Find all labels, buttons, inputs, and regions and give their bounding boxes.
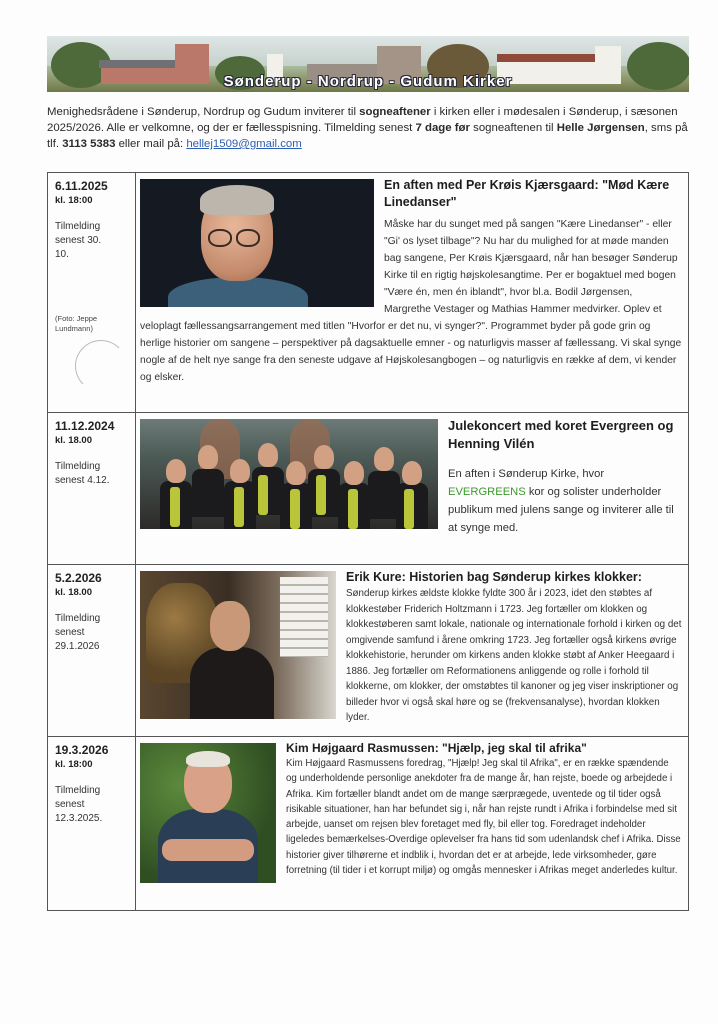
event-title: Julekoncert med koret Evergreen og Henning Vilén — [448, 418, 674, 451]
event-row — [48, 413, 689, 565]
event-date: 5.2.2026 — [55, 571, 102, 585]
event-time: kl. 18.00 — [55, 435, 92, 446]
portrait-photo-icon — [140, 743, 276, 883]
program-table — [47, 172, 689, 911]
evergreens-highlight: EVERGREENS — [448, 486, 526, 498]
event-date: 11.12.2024 — [55, 419, 115, 433]
event-row — [48, 737, 689, 911]
event-row — [48, 565, 689, 737]
event-date: 19.3.2026 — [55, 743, 109, 757]
event-date-cell — [48, 173, 136, 413]
header-banner — [47, 36, 689, 92]
event-content — [136, 413, 689, 565]
event-title: En aften med Per Krøis Kjærsgaard: "Mød Kære Linedanser" — [384, 178, 670, 209]
decorative-circle — [75, 340, 127, 392]
event-date-cell — [48, 737, 136, 911]
event-description: En aften i Sønderup Kirke, hvor EVERGREENS kor og solister underholder publikum med julens sange og inviterer alle til at synge med. — [448, 468, 674, 534]
event-description: Kim Højgaard Rasmussens foredrag, "Hjælp! Jeg skal til Afrika", er en række spændende og underholdende personlige anekdoter fra de mange år, han rejste, boede og arbejdede i Afrika. Kim fortæller blandt andet om de mange særprægede, uventede og til tider også risikable situationer, han har befundet sig i, når han rejste rundt i Afrika i forbindelse med sit arbejde, uanset om rejsen blev foretaget med fly, bil eller tog. Foredraget indeholder ligeledes bemærkelses-Overdige oplevelser fra hans tid som udenlandsk chef i Afrika. Disse historier giver tilhørerne et indblik i, hvordan det er at arbejde, lede virksomheder, gøre forretning (til tider i et korrupt miljø) og omgås mennesker i Afrikas meget anderledes kultur. — [286, 758, 681, 877]
choir-photo-icon — [140, 419, 438, 529]
email-link[interactable]: hellej1509@gmail.com — [186, 138, 302, 150]
event-time: kl. 18.00 — [55, 587, 92, 598]
event-title: Kim Højgaard Rasmussen: "Hjælp, jeg skal til afrika" — [286, 741, 587, 755]
intro-paragraph: Menighedsrådene i Sønderup, Nordrup og Gudum inviterer til sogneaftener i kirken eller i mødesalen i Sønderup, i sæsonen 2025/2026. Alle er velkomne, og der er fællesspisning. Tilmelding senest 7 dage før sogneaftenen til Helle Jørgensen, sms på tlf. 3113 5383 eller mail på: hellej1509@gmail.com — [47, 106, 688, 150]
event-deadline: Tilmelding senest 4.12. — [55, 461, 110, 486]
event-content — [136, 173, 689, 413]
event-time: kl. 18:00 — [55, 195, 93, 206]
banner-title: Sønderup - Nordrup - Gudum Kirker — [223, 73, 513, 90]
event-title: Erik Kure: Historien bag Sønderup kirkes klokker: — [346, 570, 642, 584]
event-row — [48, 173, 689, 413]
event-content — [136, 737, 689, 911]
event-deadline: Tilmelding senest 30. 10. — [55, 221, 102, 260]
photo-credit: (Foto: Jeppe Lundmann) — [55, 314, 98, 333]
event-content — [136, 565, 689, 737]
event-date-cell — [48, 413, 136, 565]
event-date: 6.11.2025 — [55, 179, 108, 193]
portrait-photo-icon — [140, 179, 374, 307]
event-time: kl. 18:00 — [55, 759, 93, 770]
event-description: Sønderup kirkes ældste klokke fyldte 300 år i 2023, idet den støbtes af klokkestøber Friderich Holtzmann i 1723. Jeg fortæller om klokken og klokkestøberen samt lokale, nationale og internationale forhold i kirken og det omgivende samfund i årene omkring 1723. Jeg fortæller også kirkens øvrige klokkehistorie, herunder om kirkens anden klokke støbt af Anker Heegaard i 1886. Jeg fortæller om Reformationens anliggende og rolle i forhold til klokkerne, om klokker, der omstøbtes til kanoner og jeg viser inskriptioner og billeder hvor vi også skal høre og se (frekvensanalyse), hvordan klokken lyder. — [346, 588, 682, 723]
event-date-cell — [48, 565, 136, 737]
event-deadline: Tilmelding senest 29.1.2026 — [55, 613, 101, 652]
event-description: Måske har du sunget med på sangen "Kære Linedanser" - eller "Gi' os lyset tilbage"? Nu har du mulighed for at møde manden bag sangene, Per Krøis Kjærsgaard, når han besøger Sønderup Kirke til en rigtig højskolesangtime. Per er bogaktuel med bogen "Være én, men én iblandt", hvor bl.a. Bodil Jørgensen, Margrethe Vestager og Mathias Hammer medvirker. Oplev et veloplagt fællessangsarrangement med titlen "Hvorfor er det nu, vi synger?". Programmet byder på gode grin og herlige historier om sangene – perspektiver på dagsaktuelle emner - og naturligvis masser af fællessang. Vi skal synge nogle af de helt nye sange fra den seneste udgave af Højskolesangbogen – og naturligvis en række af dem, vi kender og elsker. — [140, 219, 682, 383]
event-deadline: Tilmelding senest 12.3.2025. — [55, 785, 103, 824]
church-bell-photo-icon — [140, 571, 336, 719]
